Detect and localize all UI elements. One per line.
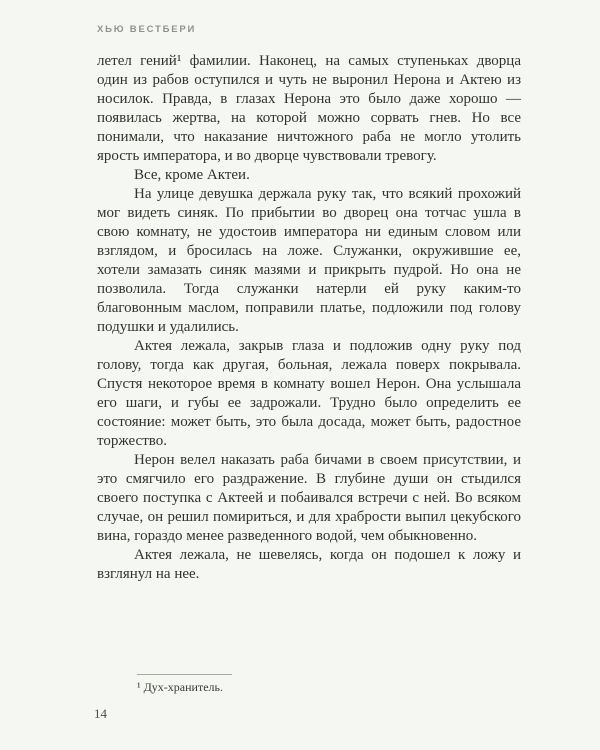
paragraph: Нерон велел наказать раба бичами в своем присутствии, и это смягчило его раздражение. В глубине души он стыдился своего поступка с Актеей и побаивался встречи с ней. Во всяком случае, он решил помириться, и для храбрости выпил цекубского вина, гораздо менее разведенного водой, чем обыкновенно. xyxy=(97,452,521,544)
paragraph: На улице девушка держала руку так, что всякий прохожий мог видеть синяк. По прибытии во дворец она тотчас ушла в свою комнату, не удостоив императора ни единым словом или взглядом, и бросилась на ложе. Служанки, окружившие ее, хотели замазать синяк мазями и прикрыть пудрой. Но она не позволила. Тогда служанки натерли ей руку каким-то благовонным маслом, поправили платье, подложили под голову подушки и удалились. xyxy=(97,186,521,335)
running-header: ХЬЮ ВЕСТБЕРИ xyxy=(97,24,197,35)
body-text xyxy=(97,52,521,584)
footnote: ¹ Дух-хранитель. xyxy=(137,680,223,694)
paragraph: Все, кроме Актеи. xyxy=(134,167,250,183)
footnote-separator xyxy=(137,674,232,675)
paragraph: летел гений¹ фамилии. Наконец, на самых ступеньках дворца один из рабов оступился и чуть не выронил Нерона и Актею из носилок. Правда, в глазах Нерона это было даже хорошо — появилась жертва, на которой можно сорвать гнев. Но все понимали, что наказание ничтожного раба не могло утолить ярость императора, и во дворце чувствовали тревогу. xyxy=(97,53,521,164)
paragraph: Актея лежала, не шевелясь, когда он подошел к ложу и взглянул на нее. xyxy=(97,547,521,582)
footnote-area xyxy=(97,674,521,695)
paragraph: Актея лежала, закрыв глаза и подложив одну руку под голову, тогда как другая, больная, лежала поверх покрывала. Спустя некоторое время в комнату вошел Нерон. Она услышала его шаги, и губы ее задрожали. Трудно было определить ее состояние: может быть, это была досада, может быть, радостное торжество. xyxy=(97,338,521,449)
page-number: 14 xyxy=(94,706,107,721)
